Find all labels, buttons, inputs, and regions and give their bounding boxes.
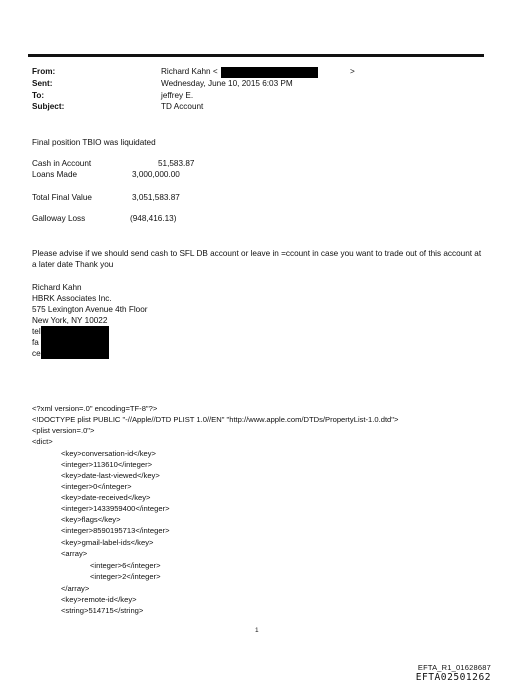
signature-address2: New York, NY 10022: [32, 316, 108, 325]
from-label: From:: [32, 67, 56, 76]
plist-line: <key>date-received</key>: [61, 493, 151, 502]
plist-line: <integer>1433959400</integer>: [61, 504, 170, 513]
plist-line: <dict>: [32, 437, 53, 446]
plist-line: <plist version=.0">: [32, 426, 95, 435]
plist-line: <!DOCTYPE plist PUBLIC "-//Apple//DTD PLIST 1.0//EN" "http://www.apple.com/DTDs/PropertyList-1.0.dtd">: [32, 415, 399, 424]
row-label: Cash in Account: [32, 159, 92, 168]
header-rule: [28, 54, 484, 57]
row-value: (948,416.13): [130, 214, 177, 223]
row-value: 3,000,000.00: [132, 170, 180, 179]
subject-label: Subject:: [32, 102, 65, 111]
bates-number-small: EFTA_R1_01628687: [417, 663, 491, 672]
subject-value: TD Account: [161, 102, 204, 111]
plist-line: <array>: [61, 549, 88, 558]
sent-label: Sent:: [32, 79, 53, 88]
plist-line: <string>514715</string>: [61, 606, 144, 615]
sent-value: Wednesday, June 10, 2015 6:03 PM: [161, 79, 293, 88]
plist-line: <integer>2</integer>: [90, 572, 161, 581]
signature-tel: tel: [32, 327, 41, 336]
intro-line: Final position TBIO was liquidated: [32, 138, 156, 147]
signature-company: HBRK Associates Inc.: [32, 294, 112, 303]
row-value: 3,051,583.87: [132, 193, 180, 202]
plist-line: <key>flags</key>: [61, 515, 121, 524]
page-number: 1: [255, 627, 259, 634]
signature-fax: fa: [32, 338, 39, 347]
advise-paragraph: Please advise if we should send cash to SFL DB account or leave in =ccount in case you want to trade out of this account at a later date Thank you: [32, 249, 482, 269]
from-tail: >: [350, 67, 355, 76]
from-value: Richard Kahn <: [161, 67, 218, 76]
row-value: 51,583.87: [158, 159, 195, 168]
signature-name: Richard Kahn: [32, 283, 82, 292]
redaction-email: [221, 67, 318, 78]
signature-address1: 575 Lexington Avenue 4th Floor: [32, 305, 148, 314]
bates-number-large: EFTA02501262: [415, 672, 491, 683]
plist-line: <key>gmail-label-ids</key>: [61, 538, 154, 547]
row-label: Total Final Value: [32, 193, 92, 202]
to-label: To:: [32, 91, 45, 100]
row-label: Galloway Loss: [32, 214, 86, 223]
plist-line: <key>conversation-id</key>: [61, 449, 156, 458]
plist-line: <integer>6</integer>: [90, 561, 161, 570]
row-label: Loans Made: [32, 170, 78, 179]
plist-line: </array>: [61, 584, 90, 593]
plist-line: <key>date-last-viewed</key>: [61, 471, 160, 480]
to-value: jeffrey E.: [161, 91, 194, 100]
plist-line: <?xml version=.0" encoding=TF-8"?>: [32, 404, 158, 413]
plist-line: <integer>8590195713</integer>: [61, 526, 170, 535]
signature-cell: ce: [32, 349, 41, 358]
redaction-phones: [41, 326, 109, 359]
plist-line: <key>remote-id</key>: [61, 595, 137, 604]
plist-line: <integer>113610</integer>: [61, 460, 153, 469]
plist-line: <integer>0</integer>: [61, 482, 132, 491]
